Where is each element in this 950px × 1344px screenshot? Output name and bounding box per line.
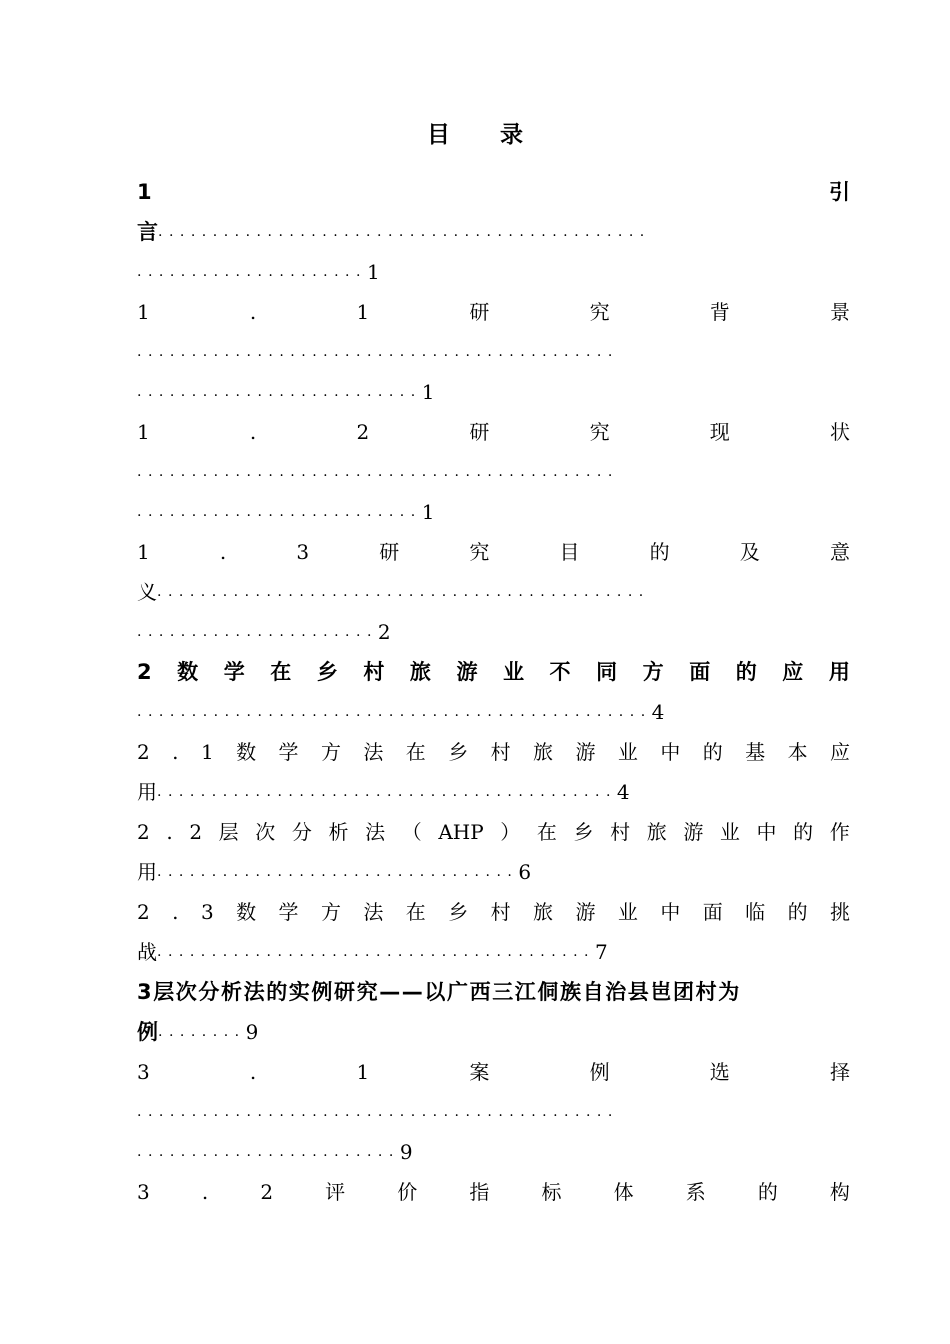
toc-page-number: 1 bbox=[366, 260, 380, 284]
toc-token: 择 bbox=[829, 1060, 850, 1084]
toc-token: 面 bbox=[689, 660, 711, 684]
toc-token: 的 bbox=[793, 820, 814, 844]
toc-token: 旅 bbox=[646, 820, 667, 844]
toc-leader: ........................ bbox=[137, 1144, 400, 1160]
toc-token: 游 bbox=[575, 740, 596, 764]
toc-entry-3-page-line bbox=[137, 1012, 850, 1052]
toc-token: 1 bbox=[137, 540, 150, 564]
toc-entry-1-2-page-line bbox=[137, 492, 850, 532]
toc-leader: ..................... bbox=[137, 264, 367, 280]
toc-entry-1-2-leader bbox=[137, 452, 850, 492]
toc-entry-2-heading[interactable] bbox=[137, 652, 850, 692]
toc-token: 不 bbox=[549, 660, 571, 684]
toc-entry-2-1[interactable] bbox=[137, 732, 850, 772]
toc-entry-1-3[interactable] bbox=[137, 532, 850, 572]
toc-token: 目 bbox=[559, 540, 580, 564]
toc-token: 用 bbox=[137, 860, 157, 884]
toc-page-number: 4 bbox=[651, 700, 665, 724]
toc-token: 中 bbox=[756, 820, 777, 844]
toc-token: 业 bbox=[617, 740, 638, 764]
toc-token: 游 bbox=[456, 660, 478, 684]
toc-token: 在 bbox=[536, 820, 557, 844]
toc-token: 1 bbox=[356, 1060, 370, 1084]
toc-entry-2-1-page-line bbox=[137, 772, 850, 812]
toc-token: 1 bbox=[137, 300, 150, 324]
toc-leader: ................................. bbox=[157, 864, 519, 880]
toc-token: 2 bbox=[137, 660, 152, 684]
toc-entry-3-1-page-line bbox=[137, 1132, 850, 1172]
toc-token: 村 bbox=[490, 900, 511, 924]
toc-entry-3-1-leader bbox=[137, 1092, 850, 1132]
toc-token: 村 bbox=[363, 660, 385, 684]
toc-leader: ............................................. bbox=[157, 584, 650, 600]
toc-token: 乡 bbox=[573, 820, 594, 844]
page-title bbox=[0, 112, 950, 152]
toc-entry-1-1-page-line bbox=[137, 372, 850, 412]
toc-leader: ............................................ bbox=[137, 464, 619, 480]
toc-token: 体 bbox=[613, 1180, 634, 1204]
toc-token: 学 bbox=[223, 660, 245, 684]
toc-entry-3-1[interactable] bbox=[137, 1052, 850, 1092]
toc-token: 分 bbox=[291, 820, 312, 844]
toc-token: 用 bbox=[828, 660, 850, 684]
toc-token: 的 bbox=[702, 740, 723, 764]
toc-token: . bbox=[172, 740, 179, 764]
toc-token: 法 bbox=[363, 740, 384, 764]
toc-token: 基 bbox=[745, 740, 766, 764]
toc-leader: .......................... bbox=[137, 504, 422, 520]
toc-token: 法 bbox=[365, 820, 386, 844]
toc-token: 1 bbox=[200, 740, 214, 764]
toc-token: 及 bbox=[739, 540, 760, 564]
toc-token: 法 bbox=[363, 900, 384, 924]
toc-token: 2 bbox=[137, 820, 150, 844]
toc-token: 在 bbox=[405, 740, 426, 764]
toc-token: 言 bbox=[137, 220, 158, 244]
toc-token: 数 bbox=[177, 660, 199, 684]
toc-entry-1-2[interactable] bbox=[137, 412, 850, 452]
toc-token: 面 bbox=[702, 900, 723, 924]
toc-token: 游 bbox=[683, 820, 704, 844]
toc-token: 例 bbox=[589, 1060, 610, 1084]
page-title-char: 目 bbox=[427, 121, 450, 148]
toc-token: 业 bbox=[617, 900, 638, 924]
toc-token: 的 bbox=[649, 540, 670, 564]
toc-token: 乡 bbox=[316, 660, 338, 684]
toc-token: 3 bbox=[296, 540, 310, 564]
toc-entry-1-3-leader bbox=[137, 572, 850, 612]
toc-token: 乡 bbox=[448, 740, 469, 764]
toc-token: 意 bbox=[829, 540, 850, 564]
toc-token: 评 bbox=[325, 1180, 346, 1204]
toc-entry-2-2[interactable] bbox=[137, 812, 850, 852]
toc-token: 中 bbox=[660, 900, 681, 924]
toc-page-number: 9 bbox=[399, 1140, 413, 1164]
toc-page-number: 4 bbox=[616, 780, 630, 804]
toc-token: 战 bbox=[137, 940, 157, 964]
toc-token: AHP bbox=[438, 820, 484, 844]
toc-token: 在 bbox=[405, 900, 426, 924]
toc-token: . bbox=[172, 900, 179, 924]
toc-token: 究 bbox=[589, 300, 610, 324]
toc-token: 学 bbox=[278, 740, 299, 764]
toc-leader: ............................................. bbox=[158, 224, 651, 240]
toc-token: 价 bbox=[397, 1180, 418, 1204]
toc-token: 村 bbox=[610, 820, 631, 844]
toc-token: 作 bbox=[829, 820, 850, 844]
toc-token: 村 bbox=[490, 740, 511, 764]
toc-token: 系 bbox=[685, 1180, 706, 1204]
toc-entry-1-heading[interactable] bbox=[137, 172, 850, 212]
toc-token: 挑 bbox=[830, 900, 850, 924]
toc-page-number: 9 bbox=[245, 1020, 259, 1044]
toc-token: 引 bbox=[829, 180, 850, 204]
toc-token: 乡 bbox=[448, 900, 469, 924]
toc-entry-1-leader bbox=[137, 212, 850, 252]
toc-entry-1-1[interactable] bbox=[137, 292, 850, 332]
toc-token: 2 bbox=[137, 900, 150, 924]
toc-page-number: 2 bbox=[377, 620, 391, 644]
toc-token: 3 bbox=[137, 1060, 150, 1084]
toc-token: 究 bbox=[469, 540, 490, 564]
toc-token: 的 bbox=[787, 900, 808, 924]
toc-token: 1 bbox=[137, 180, 152, 204]
toc-token: . bbox=[166, 820, 173, 844]
toc-token: 3 bbox=[200, 900, 214, 924]
toc-token: 1 bbox=[356, 300, 370, 324]
toc-leader: .......................................... bbox=[157, 784, 617, 800]
toc-token: 中 bbox=[660, 740, 681, 764]
toc-leader: ........................................ bbox=[157, 944, 596, 960]
toc-token: 旅 bbox=[409, 660, 431, 684]
toc-token: 方 bbox=[320, 740, 341, 764]
toc-page-number: 1 bbox=[421, 380, 435, 404]
toc-entry-1-1-leader bbox=[137, 332, 850, 372]
toc-token: ） bbox=[500, 820, 521, 844]
toc-token: 究 bbox=[589, 420, 610, 444]
toc-leader: ............................................ bbox=[137, 1104, 619, 1120]
toc-entry-2-3[interactable] bbox=[137, 892, 850, 932]
toc-leader: ............................................ bbox=[137, 344, 619, 360]
toc-entry-2-3-page-line bbox=[137, 932, 850, 972]
toc-token: 本 bbox=[787, 740, 808, 764]
toc-token: 义 bbox=[137, 580, 157, 604]
toc-token: 析 bbox=[328, 820, 349, 844]
toc-page-number: 1 bbox=[421, 500, 435, 524]
toc-token: 方 bbox=[642, 660, 664, 684]
toc-token: 业 bbox=[719, 820, 740, 844]
toc-token: 2 bbox=[260, 1180, 274, 1204]
toc-token: 数 bbox=[236, 900, 257, 924]
toc-entry-2-2-page-line bbox=[137, 852, 850, 892]
toc-token: 的 bbox=[757, 1180, 778, 1204]
toc-token: 应 bbox=[830, 740, 850, 764]
toc-token: . bbox=[249, 300, 257, 324]
toc-page-number: 7 bbox=[595, 940, 608, 964]
toc-token: . bbox=[249, 420, 257, 444]
toc-token: 在 bbox=[270, 660, 292, 684]
toc-token: 状 bbox=[829, 420, 850, 444]
toc-token: 次 bbox=[255, 820, 276, 844]
toc-token: 选 bbox=[709, 1060, 730, 1084]
toc-token: 案 bbox=[469, 1060, 490, 1084]
toc-token: 旅 bbox=[533, 900, 554, 924]
toc-entry-1-page-line bbox=[137, 252, 850, 292]
toc-leader: ............................................... bbox=[137, 704, 652, 720]
toc-token: 标 bbox=[541, 1180, 562, 1204]
toc-token: 研 bbox=[469, 300, 490, 324]
toc-token: 2 bbox=[356, 420, 370, 444]
toc-token: 2 bbox=[189, 820, 203, 844]
toc-token: . bbox=[219, 540, 227, 564]
toc-token: 研 bbox=[469, 420, 490, 444]
toc-token: 的 bbox=[735, 660, 757, 684]
toc-token: 构 bbox=[829, 1180, 850, 1204]
toc-token: 方 bbox=[320, 900, 341, 924]
toc-token: 层 bbox=[218, 820, 239, 844]
toc-token: 指 bbox=[469, 1180, 490, 1204]
toc-token: 3 bbox=[137, 1180, 150, 1204]
toc-token: 应 bbox=[782, 660, 804, 684]
toc-entry-2-page-line bbox=[137, 692, 850, 732]
toc-token: 临 bbox=[745, 900, 766, 924]
toc-token: 3层次分析法的实例研究——以广西三江侗族自治县岜团村为 bbox=[137, 980, 741, 1004]
toc-token: 1 bbox=[137, 420, 150, 444]
toc-token: 景 bbox=[829, 300, 850, 324]
toc-token: 业 bbox=[503, 660, 524, 684]
toc-token: 学 bbox=[278, 900, 299, 924]
toc-token: 研 bbox=[379, 540, 400, 564]
toc-token: . bbox=[249, 1060, 257, 1084]
toc-leader: ........ bbox=[158, 1024, 246, 1040]
page-title-char: 录 bbox=[500, 121, 523, 148]
toc-entry-3-2[interactable] bbox=[137, 1172, 850, 1212]
toc-page-number: 6 bbox=[518, 860, 532, 884]
toc-leader: .......................... bbox=[137, 384, 422, 400]
toc-token: 现 bbox=[709, 420, 730, 444]
toc-token: 数 bbox=[236, 740, 257, 764]
toc-token: 背 bbox=[709, 300, 730, 324]
toc-leader: ...................... bbox=[137, 624, 378, 640]
toc-token: （ bbox=[401, 820, 422, 844]
toc-token: . bbox=[201, 1180, 209, 1204]
toc-token: 2 bbox=[137, 740, 150, 764]
toc-entry-1-3-page-line bbox=[137, 612, 850, 652]
toc-token: 游 bbox=[575, 900, 596, 924]
toc-entry-3-heading[interactable] bbox=[137, 972, 850, 1012]
table-of-contents bbox=[137, 172, 850, 1212]
toc-token: 同 bbox=[596, 660, 618, 684]
toc-token: 用 bbox=[137, 780, 157, 804]
toc-token: 例 bbox=[137, 1020, 158, 1044]
toc-token: 旅 bbox=[533, 740, 554, 764]
